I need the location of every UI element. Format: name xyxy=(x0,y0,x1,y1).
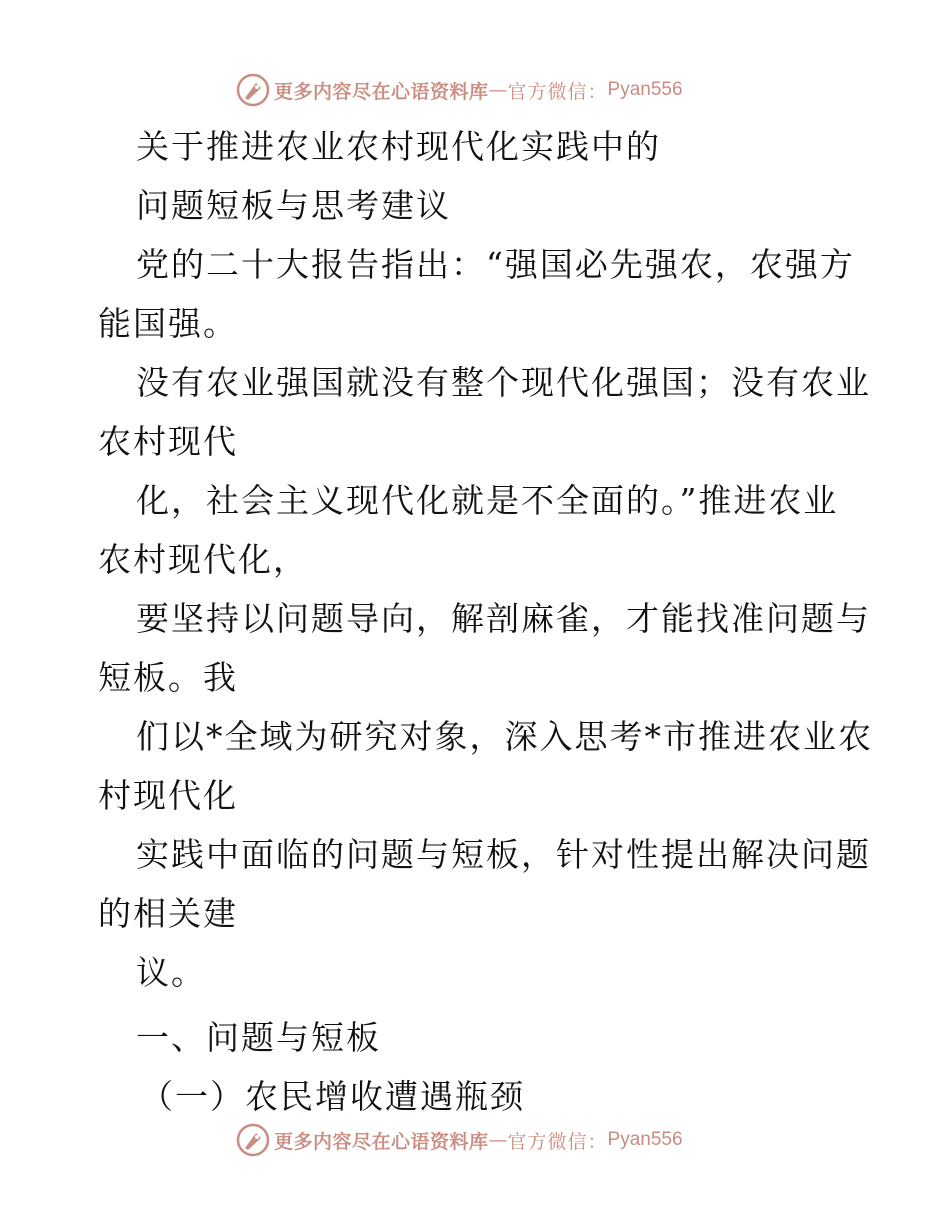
document-body xyxy=(98,117,873,1126)
paragraph-line: 短板。我 xyxy=(98,658,238,697)
section-heading: 一、问题与短板 xyxy=(136,1018,381,1057)
paragraph-line: 的相关建 xyxy=(98,894,238,933)
banner-site-name: 更多内容尽在心语资料库 xyxy=(274,1130,489,1153)
paragraph-line: 村现代化 xyxy=(98,776,238,815)
banner-dash: — xyxy=(488,79,508,101)
paragraph-line: 实践中面临的问题与短板，针对性提出解决问题 xyxy=(136,835,871,874)
subsection-heading: （一）农民增收遭遇瓶颈 xyxy=(140,1077,525,1116)
banner-wechat-label: 官方微信： xyxy=(507,80,608,103)
pen-nib-logo-icon xyxy=(236,73,270,107)
paragraph-line: 农村现代化， xyxy=(98,540,308,579)
banner-wechat-id: Pyan556 xyxy=(607,79,683,100)
paragraph-line: 要坚持以问题导向，解剖麻雀，才能找准问题与 xyxy=(136,599,871,638)
doc-title-line-1: 关于推进农业农村现代化实践中的 xyxy=(136,127,661,166)
paragraph-line: 农村现代 xyxy=(98,422,238,461)
paragraph-line: 能国强。 xyxy=(98,304,238,343)
header-watermark-banner xyxy=(236,72,683,108)
banner-wechat-id: Pyan556 xyxy=(607,1129,683,1150)
banner-dash: — xyxy=(488,1129,508,1151)
doc-title-line-2: 问题短板与思考建议 xyxy=(136,186,451,225)
footer-watermark-banner xyxy=(236,1122,683,1158)
paragraph-line: 党的二十大报告指出：“强国必先强农，农强方 xyxy=(136,245,855,284)
pen-nib-logo-icon xyxy=(236,1123,270,1157)
banner-site-name: 更多内容尽在心语资料库 xyxy=(274,80,489,103)
paragraph-line: 们以*全域为研究对象，深入思考*市推进农业农 xyxy=(136,717,873,756)
paragraph-line: 议。 xyxy=(136,953,206,992)
banner-wechat-label: 官方微信： xyxy=(507,1130,608,1153)
paragraph-line: 没有农业强国就没有整个现代化强国；没有农业 xyxy=(136,363,871,402)
paragraph-line: 化，社会主义现代化就是不全面的。”推进农业 xyxy=(136,481,839,520)
